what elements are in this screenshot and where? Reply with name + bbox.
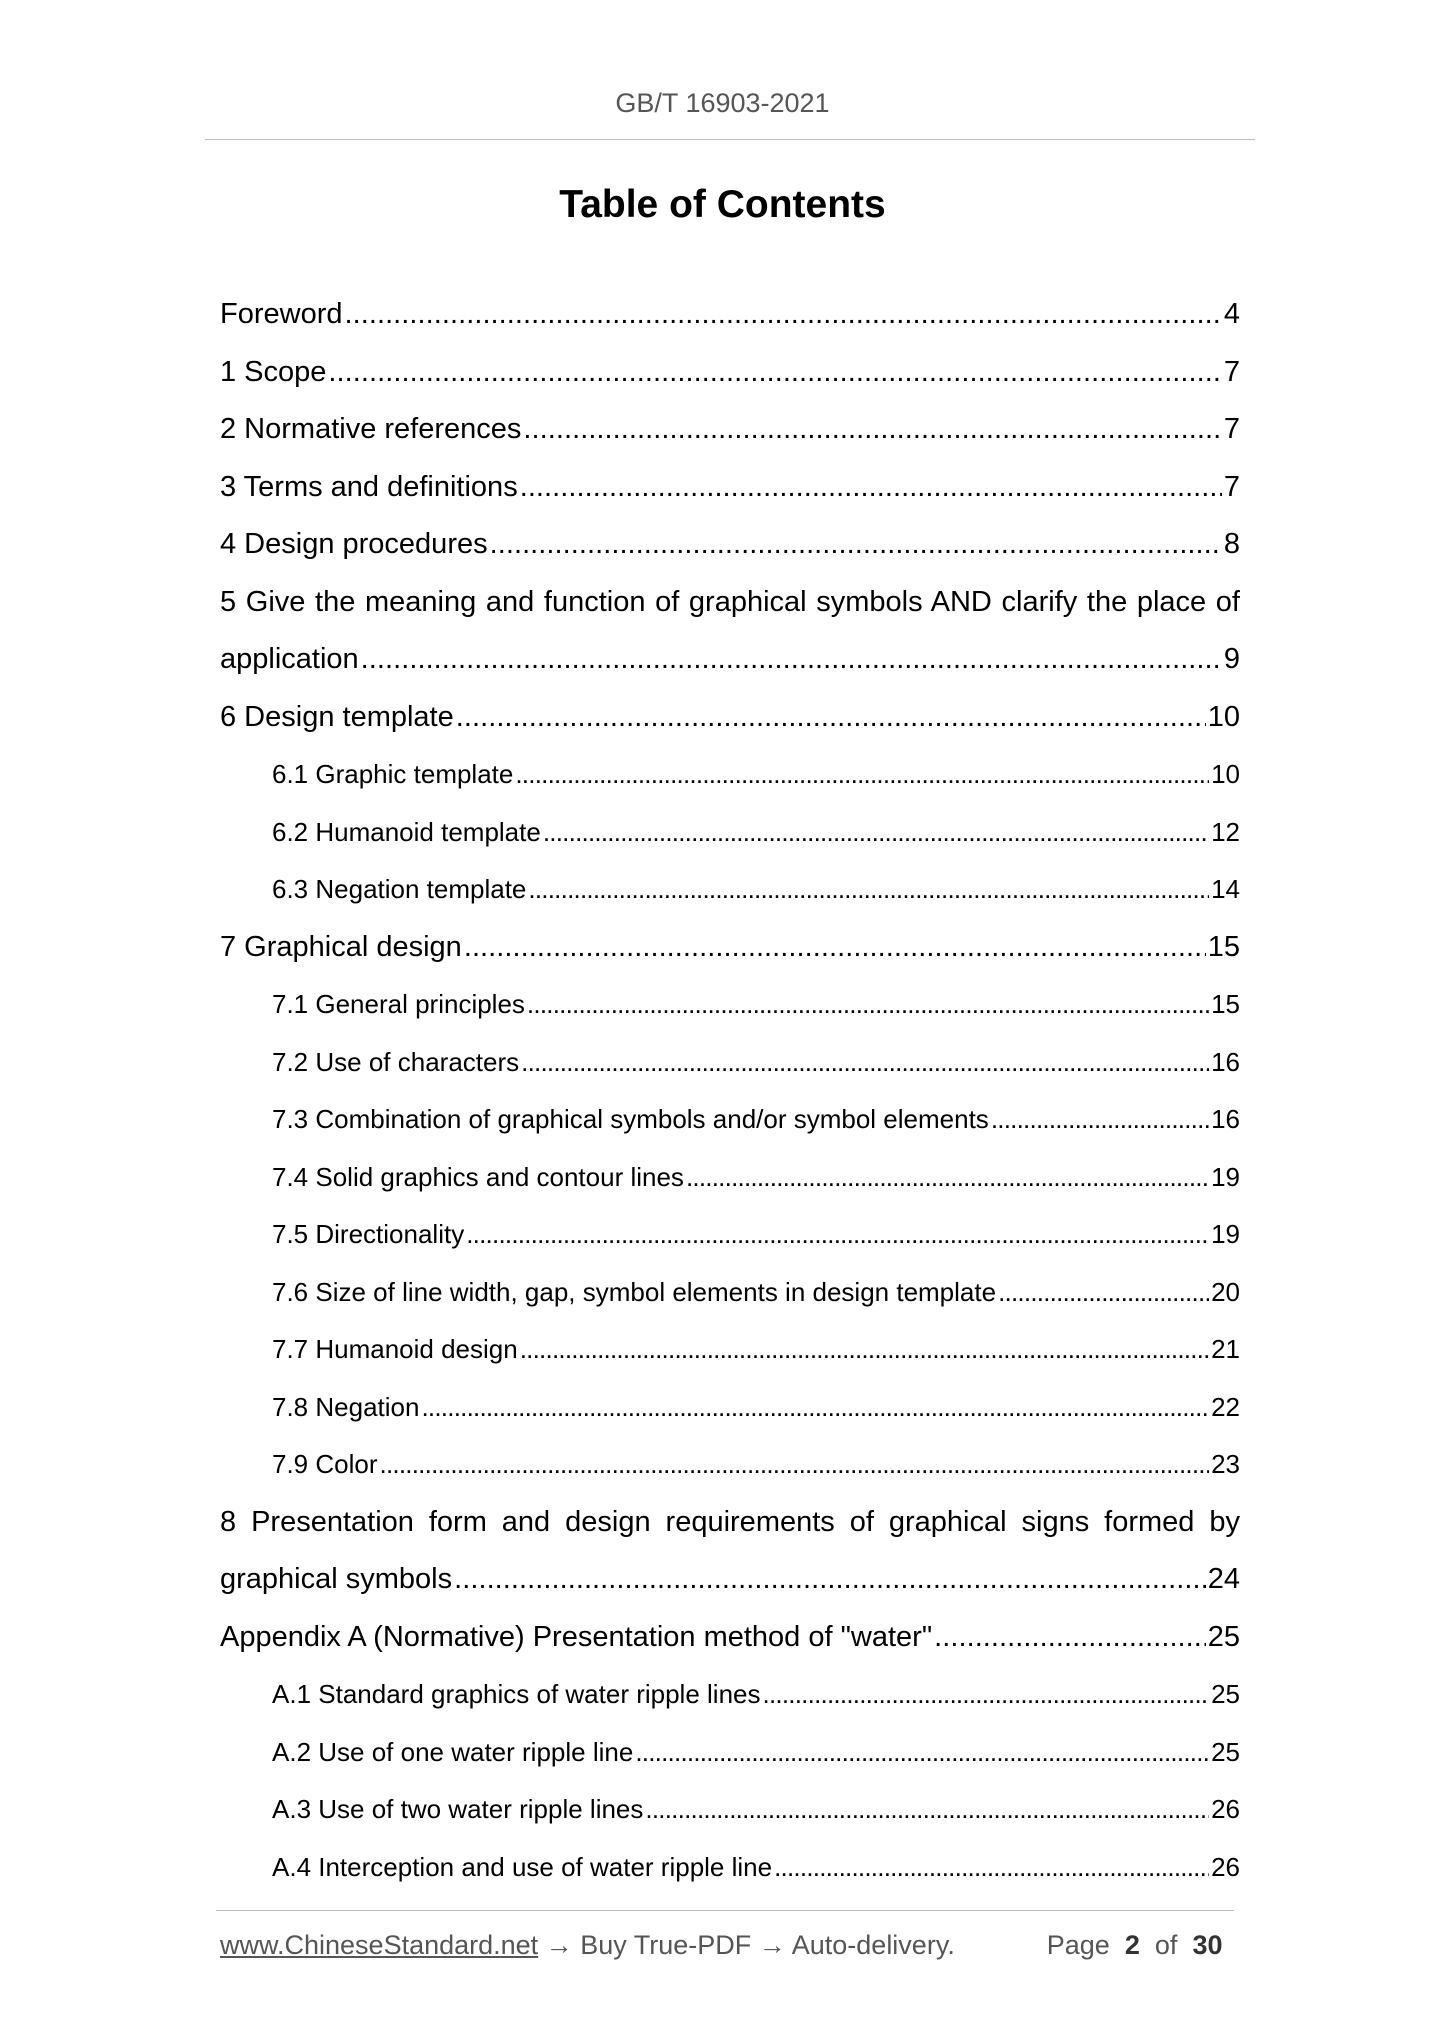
dot-leader bbox=[527, 989, 1209, 1020]
toc-entry-page: 7 bbox=[1223, 355, 1240, 388]
toc-entry[interactable] bbox=[220, 1091, 1240, 1149]
toc-entry-title: 3 Terms and definitions bbox=[220, 470, 518, 503]
toc-entry[interactable] bbox=[220, 804, 1240, 862]
toc-entry-page: 26 bbox=[1211, 1794, 1240, 1825]
toc-entry-page: 21 bbox=[1211, 1334, 1240, 1365]
dot-leader bbox=[515, 759, 1209, 790]
toc-entry[interactable] bbox=[220, 1436, 1240, 1494]
toc-entry[interactable] bbox=[220, 459, 1240, 517]
toc-entry-title: A.2 Use of one water ripple line bbox=[272, 1736, 634, 1767]
dot-leader bbox=[456, 701, 1206, 734]
toc-entry-title: 7.6 Size of line width, gap, symbol elements in design template bbox=[272, 1276, 997, 1307]
dot-leader bbox=[934, 1621, 1206, 1654]
document-header: GB/T 16903-2021 bbox=[615, 88, 830, 118]
page-label: Page bbox=[1046, 1930, 1110, 1960]
toc-entry-title: 7.1 General principles bbox=[272, 989, 525, 1020]
toc-entry[interactable] bbox=[220, 286, 1240, 344]
website-link[interactable]: www.ChineseStandard.net bbox=[220, 1930, 539, 1960]
dot-leader bbox=[466, 1219, 1209, 1250]
toc-entry[interactable] bbox=[220, 516, 1240, 574]
dot-leader bbox=[645, 1794, 1209, 1825]
toc-entry-page: 7 bbox=[1223, 413, 1240, 446]
dot-leader bbox=[520, 1334, 1209, 1365]
toc-entry[interactable] bbox=[220, 401, 1240, 459]
dot-leader bbox=[774, 1852, 1209, 1883]
dot-leader bbox=[380, 1449, 1210, 1480]
footer-promo bbox=[220, 1930, 955, 1961]
dot-leader bbox=[543, 817, 1209, 848]
toc-entry-title: 7.5 Directionality bbox=[272, 1219, 465, 1250]
toc-entry-page: 25 bbox=[1207, 1620, 1240, 1653]
toc-entry-title: 7 Graphical design bbox=[220, 930, 462, 963]
dot-leader bbox=[763, 1679, 1210, 1710]
page-title: Table of Contents bbox=[559, 183, 886, 226]
toc-entry-title: graphical symbols bbox=[220, 1563, 453, 1596]
toc-entry[interactable] bbox=[220, 861, 1240, 919]
toc-entry[interactable] bbox=[220, 1781, 1240, 1839]
dot-leader bbox=[635, 1737, 1209, 1768]
dot-leader bbox=[490, 528, 1222, 561]
dot-leader bbox=[520, 471, 1222, 504]
toc-entry-title: A.3 Use of two water ripple lines bbox=[272, 1794, 644, 1825]
toc-entry-page: 23 bbox=[1211, 1449, 1240, 1480]
toc-entry-page: 7 bbox=[1223, 470, 1240, 503]
toc-entry-page: 9 bbox=[1223, 643, 1240, 676]
toc-entry-title: 6 Design template bbox=[220, 700, 454, 733]
toc-entry[interactable] bbox=[220, 631, 1240, 689]
of-label: of bbox=[1154, 1930, 1178, 1960]
toc-entry-title: 6.2 Humanoid template bbox=[272, 816, 541, 847]
toc-entry-page: 19 bbox=[1211, 1219, 1240, 1250]
table-of-contents bbox=[220, 286, 1240, 1896]
toc-entry-title: application bbox=[220, 643, 359, 676]
toc-entry-title: 7.7 Humanoid design bbox=[272, 1334, 518, 1365]
toc-entry-title: A.4 Interception and use of water ripple line bbox=[272, 1851, 773, 1882]
toc-entry-title: Foreword bbox=[220, 298, 343, 331]
toc-entry[interactable] bbox=[220, 1149, 1240, 1207]
toc-entry-page: 19 bbox=[1211, 1161, 1240, 1192]
toc-entry[interactable] bbox=[220, 1379, 1240, 1437]
toc-entry[interactable] bbox=[220, 1724, 1240, 1782]
dot-leader bbox=[998, 1277, 1209, 1308]
dot-leader bbox=[991, 1104, 1209, 1135]
dot-leader bbox=[421, 1392, 1209, 1423]
toc-entry-page: 8 bbox=[1223, 528, 1240, 561]
dot-leader bbox=[523, 413, 1221, 446]
toc-entry-page: 4 bbox=[1223, 298, 1240, 331]
dot-leader bbox=[528, 874, 1209, 905]
toc-entry-page: 22 bbox=[1211, 1391, 1240, 1422]
dot-leader bbox=[361, 643, 1222, 676]
toc-entry[interactable] bbox=[220, 1494, 1240, 1552]
toc-entry-page: 14 bbox=[1211, 874, 1240, 905]
toc-entry[interactable] bbox=[220, 1034, 1240, 1092]
toc-entry[interactable] bbox=[220, 976, 1240, 1034]
dot-leader bbox=[521, 1047, 1209, 1078]
toc-entry-title: 8 Presentation form and design requirements of graphical signs formed by bbox=[220, 1505, 1240, 1538]
toc-entry-page: 24 bbox=[1207, 1563, 1240, 1596]
dot-leader bbox=[345, 298, 1222, 331]
toc-entry[interactable] bbox=[220, 689, 1240, 747]
toc-entry[interactable] bbox=[220, 1666, 1240, 1724]
toc-entry[interactable] bbox=[220, 574, 1240, 632]
toc-entry[interactable] bbox=[220, 1321, 1240, 1379]
toc-entry-page: 25 bbox=[1211, 1736, 1240, 1767]
toc-entry-page: 15 bbox=[1211, 989, 1240, 1020]
toc-entry[interactable] bbox=[220, 1609, 1240, 1667]
total-pages: 30 bbox=[1192, 1930, 1223, 1960]
page-footer bbox=[220, 1930, 1230, 1961]
toc-entry-title: 7.8 Negation bbox=[272, 1391, 420, 1422]
toc-entry-page: 20 bbox=[1211, 1276, 1240, 1307]
toc-entry[interactable] bbox=[220, 1551, 1240, 1609]
dot-leader bbox=[464, 931, 1206, 964]
toc-entry[interactable] bbox=[220, 919, 1240, 977]
toc-entry-title: 2 Normative references bbox=[220, 413, 522, 446]
toc-entry-page: 12 bbox=[1211, 816, 1240, 847]
toc-entry-page: 15 bbox=[1207, 930, 1240, 963]
toc-entry-title: 7.3 Combination of graphical symbols and/or symbol elements bbox=[272, 1104, 989, 1135]
dot-leader bbox=[686, 1162, 1209, 1193]
header-divider bbox=[205, 139, 1255, 140]
toc-entry-title: 4 Design procedures bbox=[220, 528, 488, 561]
footer-promo-text: → Buy True-PDF → Auto-delivery. bbox=[538, 1930, 955, 1960]
toc-entry-title: 7.2 Use of characters bbox=[272, 1046, 520, 1077]
toc-entry-page: 16 bbox=[1211, 1046, 1240, 1077]
toc-entry-title: 5 Give the meaning and function of graphical symbols AND clarify the place of bbox=[220, 585, 1240, 618]
toc-entry-title: A.1 Standard graphics of water ripple lines bbox=[272, 1679, 761, 1710]
footer-divider bbox=[216, 1910, 1234, 1911]
toc-entry[interactable] bbox=[220, 1839, 1240, 1897]
current-page: 2 bbox=[1124, 1930, 1140, 1960]
toc-entry-title: 6.3 Negation template bbox=[272, 874, 527, 905]
toc-entry[interactable] bbox=[220, 1264, 1240, 1322]
toc-entry-title: 7.4 Solid graphics and contour lines bbox=[272, 1161, 684, 1192]
toc-entry-page: 26 bbox=[1211, 1851, 1240, 1882]
toc-entry-title: Appendix A (Normative) Presentation method of "water" bbox=[220, 1620, 933, 1653]
toc-entry-title: 7.9 Color bbox=[272, 1449, 378, 1480]
toc-entry-title: 1 Scope bbox=[220, 355, 327, 388]
dot-leader bbox=[328, 356, 1221, 389]
toc-entry[interactable] bbox=[220, 746, 1240, 804]
toc-entry-title: 6.1 Graphic template bbox=[272, 759, 514, 790]
dot-leader bbox=[454, 1563, 1206, 1596]
toc-entry-page: 16 bbox=[1211, 1104, 1240, 1135]
toc-entry-page: 25 bbox=[1211, 1679, 1240, 1710]
page-number bbox=[1047, 1930, 1230, 1961]
toc-entry-page: 10 bbox=[1207, 700, 1240, 733]
toc-entry[interactable] bbox=[220, 1206, 1240, 1264]
toc-entry-page: 10 bbox=[1211, 759, 1240, 790]
toc-entry[interactable] bbox=[220, 344, 1240, 402]
